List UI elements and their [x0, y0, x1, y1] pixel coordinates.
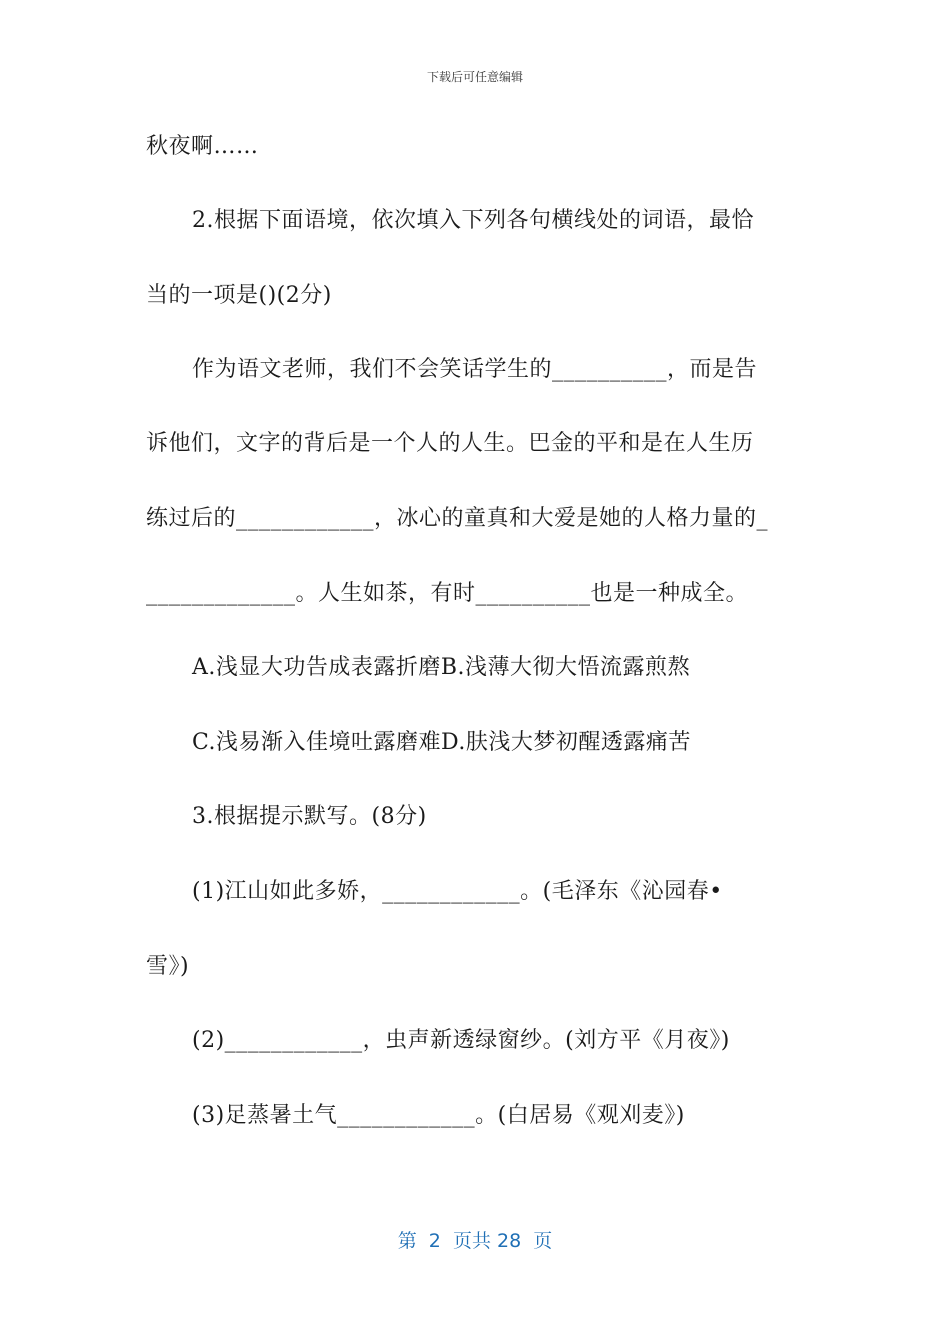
page-header: 下载后可任意编辑	[426, 70, 523, 84]
text-line-9: C.浅易渐入佳境吐露磨难D.肤浅大梦初醒透露痛苦	[192, 730, 691, 755]
text-line-11: (1)江山如此多娇，____________。(毛泽东《沁园春•	[192, 879, 723, 904]
text-line-14: (3)足蒸暑土气____________。(白居易《观刈麦》)	[192, 1103, 685, 1128]
text-line-1: 秋夜啊……	[146, 134, 259, 159]
text-line-12: 雪》)	[146, 954, 190, 979]
text-line-8: A.浅显大功告成表露折磨B.浅薄大彻大悟流露煎熬	[192, 655, 691, 680]
text-line-4: 作为语文老师，我们不会笑话学生的__________，而是告	[192, 357, 758, 382]
page-number-footer: 第 2 页共 28 页	[397, 1230, 553, 1252]
text-line-13: (2)____________，虫声新透绿窗纱。(刘方平《月夜》)	[192, 1028, 730, 1053]
text-line-5: 诉他们，文字的背后是一个人的人生。巴金的平和是在人生历	[146, 431, 754, 456]
text-line-10: 3.根据提示默写。(8分)	[192, 804, 427, 829]
text-line-2: 2.根据下面语境，依次填入下列各句横线处的词语，最恰	[192, 208, 754, 233]
text-line-7: _____________。人生如茶，有时__________也是一种成全。	[146, 581, 749, 606]
text-line-6: 练过后的____________，冰心的童真和大爱是她的人格力量的_	[146, 506, 769, 531]
text-line-3: 当的一项是()(2分)	[146, 283, 332, 308]
